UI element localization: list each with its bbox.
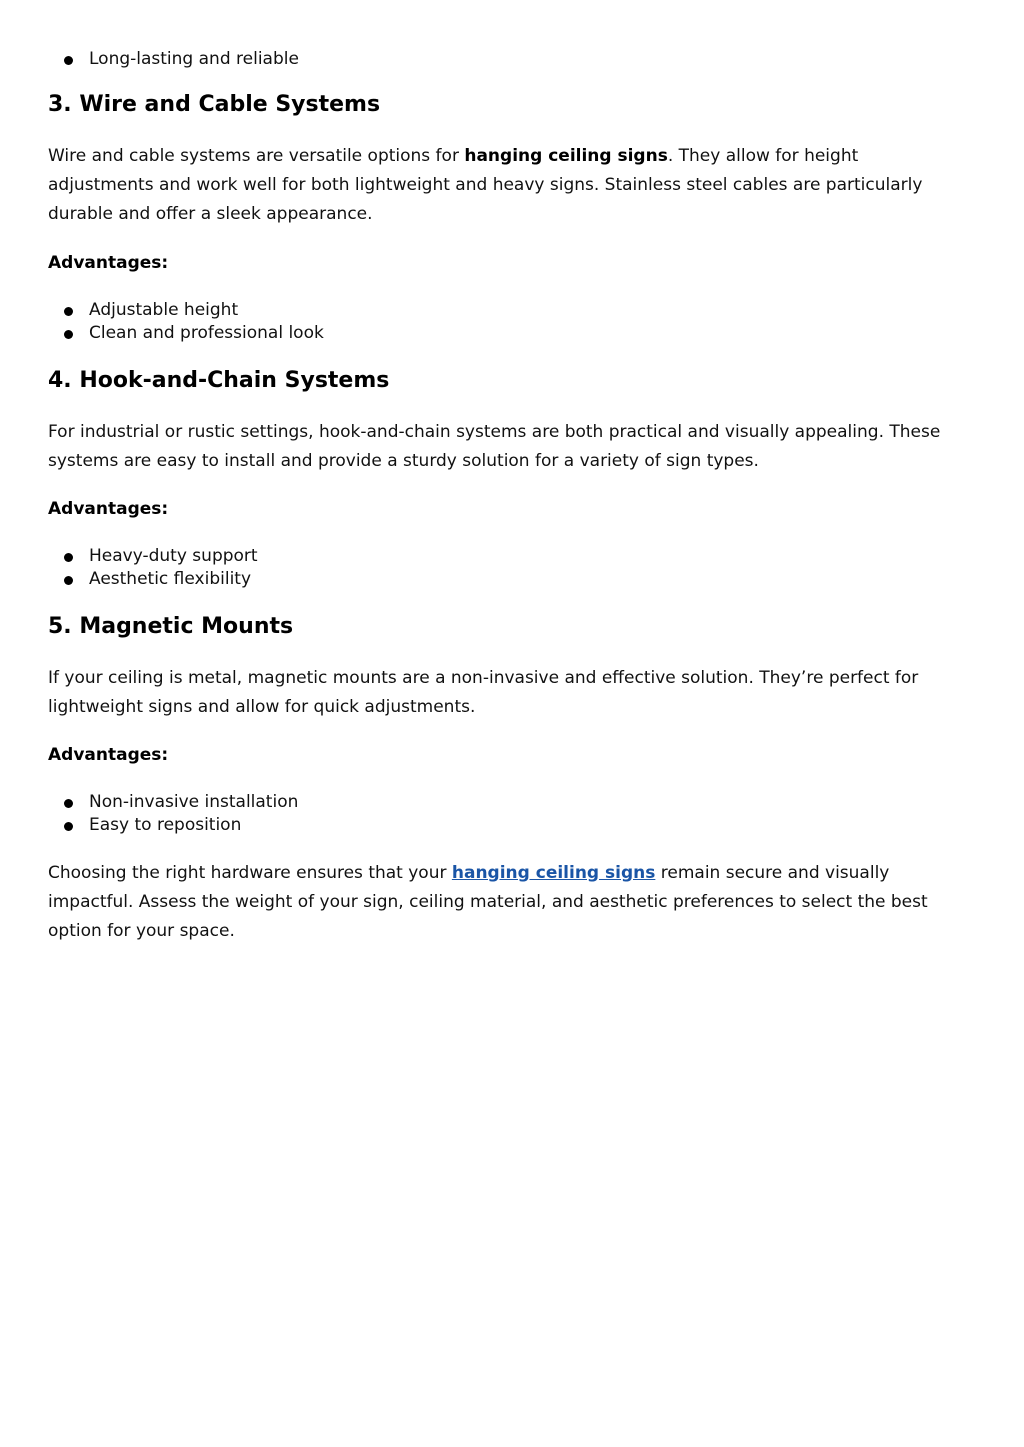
advantages-list-wire-cable xyxy=(48,299,968,345)
list-item xyxy=(48,791,968,814)
list-item-text: Clean and professional look xyxy=(89,323,324,343)
section-heading-hook-chain: 4. Hook-and-Chain Systems xyxy=(48,368,390,393)
list-item xyxy=(48,814,968,837)
paragraph-text: Choosing the right hardware ensures that your xyxy=(48,863,452,883)
list-item-text: Aesthetic flexibility xyxy=(89,569,252,589)
advantages-label: Advantages: xyxy=(48,499,169,519)
section-paragraph-magnetic-mounts: If your ceiling is metal, magnetic mounts are a non-invasive and effective solution. They’re perfect for lightweight signs and allow for quick adjustments. xyxy=(48,668,919,717)
list-item-text: Adjustable height xyxy=(89,300,239,320)
paragraph-text: Wire and cable systems are versatile options for xyxy=(48,146,465,166)
section-paragraph-hook-chain: For industrial or rustic settings, hook-and-chain systems are both practical and visually appealing. These systems are easy to install and provide a sturdy solution for a variety of sign types. xyxy=(48,422,941,471)
list-item-text: Non-invasive installation xyxy=(89,792,299,812)
list-item xyxy=(48,545,968,568)
list-item-text: Easy to reposition xyxy=(89,815,242,835)
list-item-text: Long-lasting and reliable xyxy=(89,49,299,69)
list-item xyxy=(48,299,968,322)
advantages-label: Advantages: xyxy=(48,253,169,273)
closing-paragraph xyxy=(48,859,968,946)
advantages-list-magnetic-mounts xyxy=(48,791,968,837)
bullet-icon xyxy=(64,56,73,65)
advantages-list-hook-chain xyxy=(48,545,968,591)
bullet-icon xyxy=(64,822,73,831)
bullet-icon xyxy=(64,553,73,562)
bullet-icon xyxy=(64,307,73,316)
bullet-icon xyxy=(64,330,73,339)
paragraph-text: remain secure and visually impactful. Assess the weight of your sign, ceiling material, and aesthetic preferences to select the best option for your space. xyxy=(48,863,928,941)
list-item xyxy=(48,48,968,71)
list-item xyxy=(48,568,968,591)
bullet-icon xyxy=(64,576,73,585)
section-paragraph-wire-cable xyxy=(48,142,968,229)
paragraph-text: . They allow for height adjustments and work well for both lightweight and heavy signs. Stainless steel cables are particularly durable and offer a sleek appearance. xyxy=(48,146,923,224)
bullet-icon xyxy=(64,799,73,808)
paragraph-bold-text: hanging ceiling signs xyxy=(464,146,668,166)
section-heading-magnetic-mounts: 5. Magnetic Mounts xyxy=(48,614,294,639)
intro-bullet-list xyxy=(48,48,968,71)
section-heading-wire-cable: 3. Wire and Cable Systems xyxy=(48,92,381,117)
hanging-ceiling-signs-link[interactable]: hanging ceiling signs xyxy=(451,863,656,883)
list-item xyxy=(48,322,968,345)
advantages-label: Advantages: xyxy=(48,745,169,765)
list-item-text: Heavy-duty support xyxy=(89,546,258,566)
